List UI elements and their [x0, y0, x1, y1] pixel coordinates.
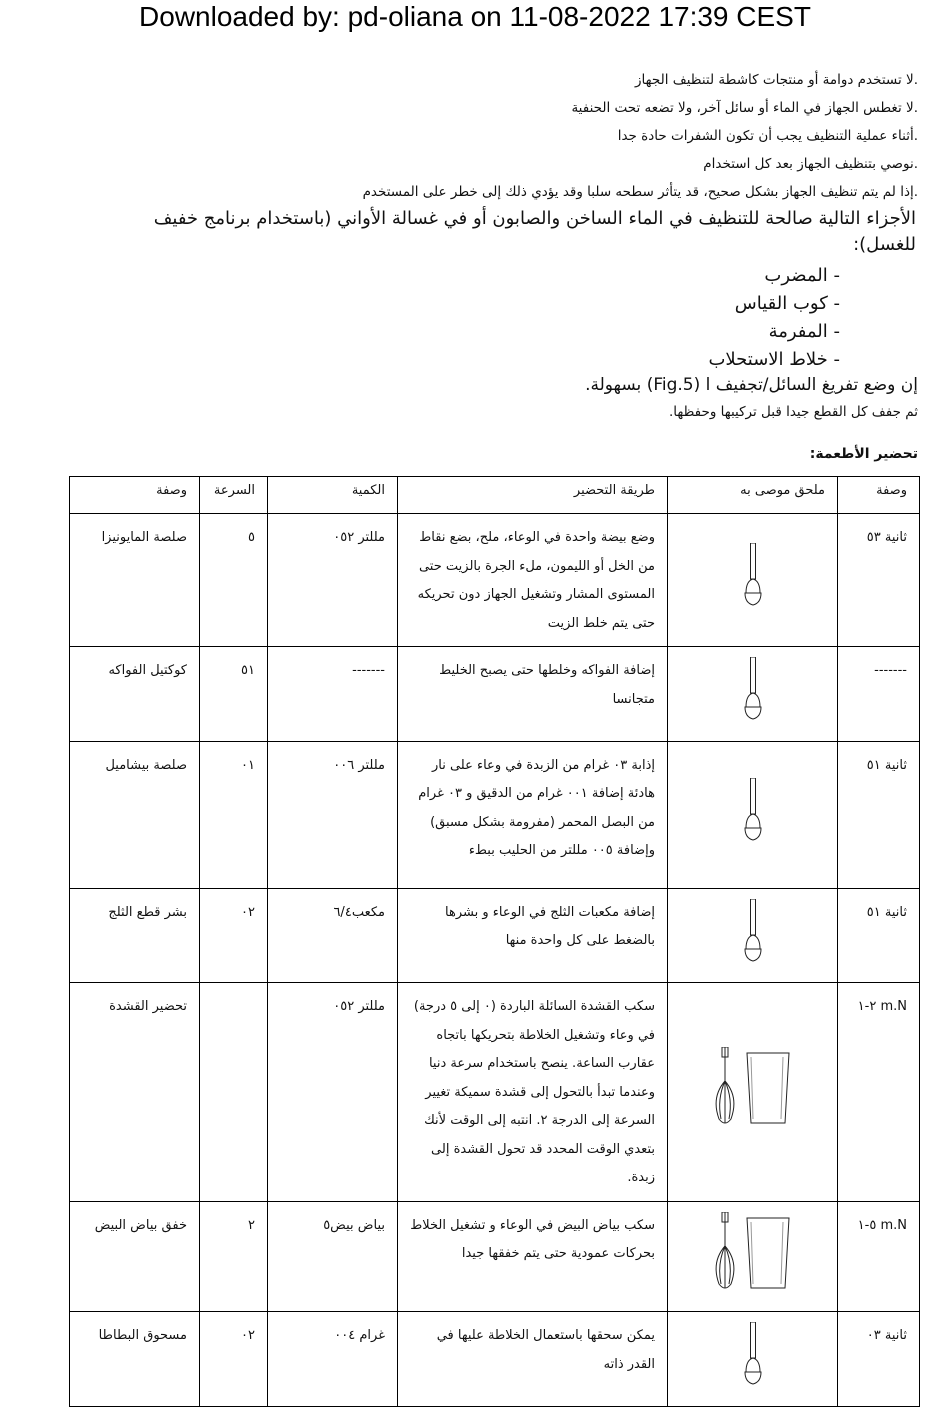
cell-method: إذابة ٠٣ غرام من الزبدة في وعاء على نار هادئة إضافة ٠٠١ غرام من الدقيق و ٠٣ غرام من البصل المحمر (مفرومة بشكل مسبق) وإضافة ٠٠٥ مللتر من الحليب ببطء — [398, 741, 668, 888]
header-method: طريقة التحضير — [398, 477, 668, 514]
cell-speed: ٢ — [200, 1201, 268, 1312]
cell-recipe: صلصة بيشاميل — [70, 741, 200, 888]
instruction-line: .لا تغطس الجهاز في الماء أو سائل آخر، ولا تضعه تحت الحنفية — [571, 100, 918, 116]
table-row — [70, 1312, 920, 1407]
recipes-table — [69, 476, 920, 1407]
section-title: تحضير الأطعمة: — [809, 446, 918, 462]
cell-method: يمكن سحقها باستعمال الخلاطة عليها في القدر ذاته — [398, 1312, 668, 1407]
cell-speed: ٠٢ — [200, 1312, 268, 1407]
download-header: Downloaded by: pd-oliana on 11-08-2022 17:39 CEST — [139, 1, 811, 32]
table-header-row — [70, 477, 920, 514]
cell-recipe: صلصة المايونيزا — [70, 514, 200, 647]
instruction-line: .أثناء عملية التنظيف يجب أن تكون الشفرات حادة جدا — [617, 128, 918, 144]
parts-list-item: - كوب القياس — [734, 293, 840, 314]
parts-list-item: - خلاط الاستحلاب — [708, 349, 840, 370]
dishwasher-parts-title: الأجزاء التالية صالحة للتنظيف في الماء الساخن والصابون أو في غسالة الأواني (باستخدام برنامج خفيف للغسل): — [153, 208, 916, 255]
header-time: وصفة — [838, 477, 920, 514]
whisk-and-cup-icon — [711, 1047, 795, 1139]
cleaning-instructions — [88, 66, 918, 206]
cell-method: سكب القشدة السائلة الباردة (٠ إلى ٥ درجة) في وعاء وتشغيل الخلاطة بتحريكها باتجاه عقارب الساعة. ينصح باستخدام سرعة دنيا وعندما تبدأ بالتحول إلى قشدة سميكة تغيير السرعة إلى الدرجة ٢. انتبه إلى الوقت لأنك بتعدي الوقت المحدد قد تحول القشدة إلى زبدة. — [398, 983, 668, 1202]
header-recipe: وصفة — [70, 477, 200, 514]
parts-list-item: - المفرمة — [768, 321, 840, 342]
cell-method: إضافة الفواكه وخلطها حتى يصبح الخليط متجانسا — [398, 647, 668, 742]
cell-quantity: بياض بيض٥ — [268, 1201, 398, 1312]
blender-foot-icon — [743, 1322, 763, 1398]
instruction-line: .لا تستخدم دوامة أو منتجات كاشطة لتنظيف الجهاز — [635, 72, 918, 88]
cell-quantity: ------- — [268, 647, 398, 742]
cell-recipe: بشر قطع الثلج — [70, 888, 200, 983]
cell-accessory — [668, 888, 838, 983]
cell-accessory — [668, 647, 838, 742]
cell-time: m.N ٢-١ — [838, 983, 920, 1202]
cell-quantity: مكعب٦/٤ — [268, 888, 398, 983]
cell-quantity: غرام ٠٠٤ — [268, 1312, 398, 1407]
blender-foot-icon — [743, 657, 763, 733]
whisk-and-cup-icon — [711, 1212, 795, 1304]
cell-accessory — [668, 1201, 838, 1312]
cell-speed: ٠١ — [200, 741, 268, 888]
cell-method: إضافة مكعبات الثلج في الوعاء و بشرها بالضغط على كل واحدة منها — [398, 888, 668, 983]
table-row — [70, 1201, 920, 1312]
cell-recipe: مسحوق البطاطا — [70, 1312, 200, 1407]
cell-speed: ٠٢ — [200, 888, 268, 983]
table-row — [70, 741, 920, 888]
cell-recipe: كوكتيل الفواكه — [70, 647, 200, 742]
table-row — [70, 514, 920, 647]
instruction-line: .إذا لم يتم تنظيف الجهاز بشكل صحيح، قد يتأثر سطحه سلبا وقد يؤدي ذلك إلى خطر على المستخدم — [362, 184, 918, 200]
cell-time: ------- — [838, 647, 920, 742]
cell-time: ثانية ٥١ — [838, 741, 920, 888]
cell-speed: ٥ — [200, 514, 268, 647]
cell-method: وضع بيضة واحدة في الوعاء، ملح، بضع نقاط من الخل أو الليمون، ملء الجرة بالزيت حتى المستوى المشار وتشغيل الجهاز دون تحريكه حتى يتم خلط الزيت — [398, 514, 668, 647]
drain-note — [68, 372, 918, 426]
instruction-line: .نوصي بتنظيف الجهاز بعد كل استخدام — [703, 156, 918, 172]
cell-accessory — [668, 514, 838, 647]
cell-method: سكب بياض البيض في الوعاء و تشغيل الخلاط بحركات عمودية حتى يتم خفقها جيدا — [398, 1201, 668, 1312]
cell-speed — [200, 983, 268, 1202]
header-accessory: ملحق موصى به — [668, 477, 838, 514]
header-speed: السرعة — [200, 477, 268, 514]
cell-quantity: مللتر ٠٥٢ — [268, 983, 398, 1202]
cell-time: ثانية ٥١ — [838, 888, 920, 983]
table-row — [70, 647, 920, 742]
drain-note-line: ثم جفف كل القطع جيدا قبل تركيبها وحفظها. — [668, 404, 918, 420]
blender-foot-icon — [743, 543, 763, 619]
blender-foot-icon — [743, 899, 763, 975]
cell-time: m.N ٥-١ — [838, 1201, 920, 1312]
cell-time: ثانية ٠٣ — [838, 1312, 920, 1407]
table-row — [70, 983, 920, 1202]
cell-time: ثانية ٥٣ — [838, 514, 920, 647]
header-quantity: الكمية — [268, 477, 398, 514]
cell-recipe: خفق بياض البيض — [70, 1201, 200, 1312]
cell-recipe: تحضير القشدة — [70, 983, 200, 1202]
drain-note-line: إن وضع تفريغ السائل/تجفيف ا (Fig.5) بسهولة. — [585, 375, 918, 395]
blender-foot-icon — [743, 778, 763, 854]
cell-accessory — [668, 983, 838, 1202]
cell-speed: ٥١ — [200, 647, 268, 742]
table-row — [70, 888, 920, 983]
cell-quantity: مللتر ٠٠٦ — [268, 741, 398, 888]
parts-list-item: - المضرب — [764, 265, 840, 286]
cell-quantity: مللتر ٠٥٢ — [268, 514, 398, 647]
cell-accessory — [668, 1312, 838, 1407]
dishwasher-parts-list — [708, 262, 840, 374]
cell-accessory — [668, 741, 838, 888]
